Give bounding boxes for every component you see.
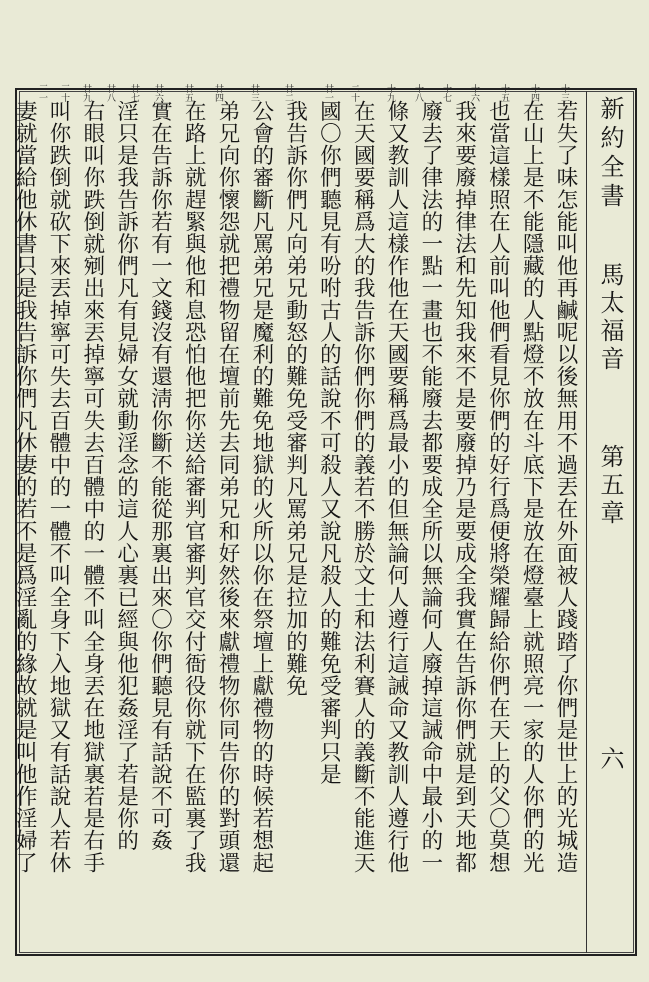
verse-number: 十六 (469, 84, 479, 102)
text-column: 我來要廢掉律法和先知我來不是要廢掉乃是要成全我實在告訴你們就是到天地都 (451, 100, 477, 874)
page-number: 六 (596, 746, 624, 774)
verse-number: 廿三 (249, 84, 259, 102)
text-column: 妻就當給他休書只是我告訴你們凡休妻的若不是爲淫亂的緣故就是叫他作淫婦了 (12, 100, 38, 874)
verse-number: 三一 (37, 84, 47, 102)
text-column: 條又教訓人這樣作他在天國要稱爲最小的但無論何人遵行這誡命又教訓人遵行他 (384, 100, 410, 874)
text-column: 叫你跌倒就砍下來丟掉寧可失去百體中的一體不叫全身下入地獄又有話說人若休 (46, 100, 72, 874)
verse-number: 二十 (349, 84, 359, 102)
scripture-text (12, 100, 582, 945)
gospel-name: 馬太福音 (596, 262, 624, 374)
verse-number: 廿九 (81, 84, 91, 102)
text-column: 淫只是我告訴你們凡有見婦女就動淫念的這人心裏已經與他犯姦淫了若是你的 (113, 100, 139, 852)
verse-number: 廿五 (183, 84, 193, 102)
verse-number: 廿四 (213, 84, 223, 102)
chapter-label: 第五章 (596, 444, 624, 528)
text-column: 在路上就趕緊與他和息恐怕他把你送給審判官審判官交付衙役你就下在監裏了我 (181, 100, 207, 874)
verse-number: 十九 (385, 84, 395, 102)
text-column: 在天國要稱爲大的我告訴你們你們的義若不勝於文士和法利賽人的義斷不能進天 (350, 100, 376, 874)
running-header (590, 96, 630, 946)
text-column: 公會的審斷凡罵弟兄是魔利的難免地獄的火所以你在祭壇上獻禮物的時候若想起 (248, 100, 274, 874)
verse-number: 十四 (529, 84, 539, 102)
text-column: 若失了味怎能叫他再鹹呢以後無用不過丟在外面被人踐踏了你們是世上的光城造 (553, 100, 578, 874)
verse-number: 三十 (59, 84, 69, 102)
verse-number: 廿八 (105, 84, 115, 102)
text-column: 右眼叫你跌倒就剜出來丟掉寧可失去百體中的一體不叫全身丟在地獄裏若是右手 (79, 100, 105, 874)
text-column: 在山上是不能隱藏的人點燈不放在斗底下是放在燈臺上就照亮一家的人你們的光 (519, 100, 545, 874)
book-title: 新約全書 (596, 96, 624, 212)
text-column: 也當這樣照在人前叫他們看見你們的好行爲便將榮耀歸給你們在天上的父〇莫想 (485, 100, 511, 874)
header-divider (586, 91, 587, 953)
verse-number: 廿二 (283, 84, 293, 102)
verse-number: 廿六 (153, 84, 163, 102)
text-column: 我告訴你們凡向弟兄動怒的難免受審判凡罵弟兄是拉加的難免 (282, 100, 308, 697)
verse-number: 十三 (559, 84, 569, 102)
verse-number: 十八 (413, 84, 423, 102)
text-column: 弟兄向你懷怨就把禮物留在壇前先去同弟兄和好然後來獻禮物你同告你的對頭還 (215, 100, 241, 874)
verse-number: 廿一 (323, 84, 333, 102)
verse-number: 十五 (499, 84, 509, 102)
text-column: 國〇你們聽見有吩咐古人的話說不可殺人又說凡殺人的難免受審判只是 (316, 100, 342, 786)
verse-number: 十七 (441, 84, 451, 102)
text-column: 實在告訴你若有一文錢沒有還淸你斷不能從那裏出來〇你們聽見有話說不可姦 (147, 100, 173, 852)
verse-number: 廿七 (129, 84, 139, 102)
text-column: 廢去了律法的一點一畫也不能廢去都要成全所以無論何人廢掉這誡命中最小的一 (417, 100, 443, 874)
